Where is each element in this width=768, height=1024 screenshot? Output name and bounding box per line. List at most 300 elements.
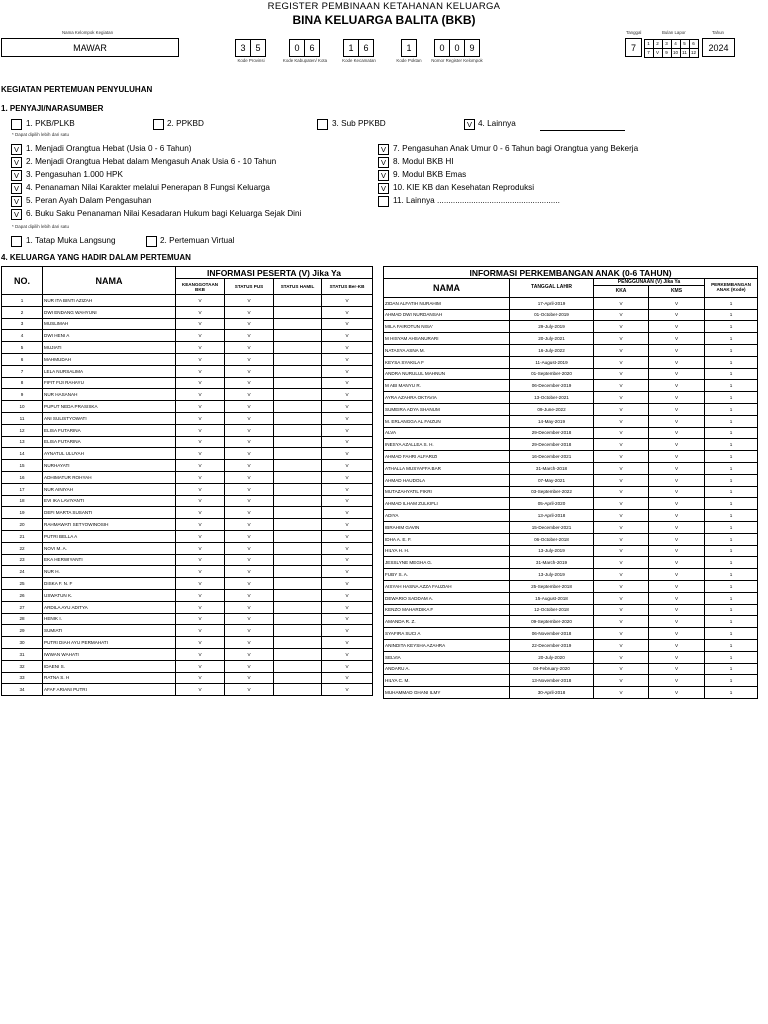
table-row (384, 439, 758, 451)
cell-kms: V (649, 580, 705, 592)
cell-kode: 1 (705, 628, 758, 640)
cell-no: 7 (2, 365, 43, 377)
cell-tgl: 29-December-2018 (510, 427, 594, 439)
cell-kms: V (649, 333, 705, 345)
cell-nama: RAHMAWATI SETYOWINOSIH (43, 519, 176, 531)
table-row (384, 486, 758, 498)
child-table (383, 266, 758, 699)
cell-k: V (176, 660, 225, 672)
code-digit[interactable]: 6 (358, 39, 374, 57)
metode-checkbox-2[interactable] (146, 236, 157, 247)
cell-b: V (322, 672, 373, 684)
cell-anak: SELVIA (384, 651, 510, 663)
month-cell[interactable]: 10 (671, 48, 681, 58)
table-row (2, 672, 373, 684)
cell-anak: INESYA AZALLEA S. H. (384, 439, 510, 451)
cell-kode: 1 (705, 663, 758, 675)
cell-no: 30 (2, 637, 43, 649)
cell-anak: IDHA A. E. F. (384, 533, 510, 545)
table-row (384, 663, 758, 675)
cell-nama: ANI SULISTYOWATI (43, 412, 176, 424)
month-cell[interactable]: 4 (671, 39, 681, 49)
cell-kka: V (594, 521, 649, 533)
cell-b: V (322, 601, 373, 613)
cell-b: V (322, 389, 373, 401)
cell-p: V (225, 342, 274, 354)
cell-h (274, 295, 322, 307)
cell-kode: 1 (705, 451, 758, 463)
cell-b: V (322, 625, 373, 637)
cell-h (274, 318, 322, 330)
month-cell[interactable]: 12 (689, 48, 699, 58)
table-row (2, 660, 373, 672)
cell-tgl: 30-April-2018 (510, 687, 594, 699)
cell-k: V (176, 353, 225, 365)
cell-b: V (322, 448, 373, 460)
cell-kka: V (594, 368, 649, 380)
penyaji-checkbox-4[interactable]: V (464, 119, 475, 130)
penyaji-checkbox-1[interactable] (11, 119, 22, 130)
materi-checkbox[interactable]: V (11, 144, 22, 155)
cell-h (274, 436, 322, 448)
cell-tgl: 16-December-2021 (510, 451, 594, 463)
cell-anak: KENZO MAHARDIKA F (384, 604, 510, 616)
cell-kms: V (649, 297, 705, 309)
cell-kms: V (649, 403, 705, 415)
cell-kms: V (649, 474, 705, 486)
penyaji-title: 1. PENYAJI/NARASUMBER (1, 104, 104, 113)
table-row (2, 519, 373, 531)
cell-b: V (322, 318, 373, 330)
cell-p: V (225, 306, 274, 318)
table-row (2, 401, 373, 413)
cell-kms: V (649, 439, 705, 451)
cell-tgl: 13-July-2019 (510, 545, 594, 557)
cell-kka: V (594, 545, 649, 557)
cell-kode: 1 (705, 651, 758, 663)
code-digit[interactable]: 1 (343, 39, 359, 57)
cell-k: V (176, 495, 225, 507)
cell-kka: V (594, 580, 649, 592)
cell-kka: V (594, 675, 649, 687)
month-cell[interactable]: 1 (644, 39, 654, 49)
code-digit[interactable]: 0 (449, 39, 465, 57)
cell-nama: NUR H. (43, 566, 176, 578)
code-digit[interactable]: 6 (304, 39, 320, 57)
cell-h (274, 684, 322, 696)
cell-k: V (176, 601, 225, 613)
cell-p: V (225, 365, 274, 377)
materi-checkbox[interactable]: V (378, 170, 389, 181)
cell-anak: KEYSA SYAKILA F (384, 356, 510, 368)
materi-label: 1. Menjadi Orangtua Hebat (Usia 0 - 6 Tahun) (26, 144, 192, 153)
materi-label: 4. Penanaman Nilai Karakter melalui Penerapan 8 Fungsi Keluarga (26, 183, 270, 192)
cell-tgl: 12-October-2018 (510, 604, 594, 616)
cell-tgl: 05-April-2020 (510, 498, 594, 510)
cell-p: V (225, 471, 274, 483)
materi-checkbox[interactable]: V (11, 209, 22, 220)
table-row (2, 342, 373, 354)
table-row (2, 365, 373, 377)
cell-kms: V (649, 687, 705, 699)
cell-tgl: 06-December-2019 (510, 380, 594, 392)
materi-label: 9. Modul BKB Emas (393, 170, 467, 179)
cell-kms: V (649, 533, 705, 545)
cell-no: 20 (2, 519, 43, 531)
materi-checkbox[interactable]: V (11, 183, 22, 194)
materi-label: 7. Pengasuhan Anak Umur 0 - 6 Tahun bagi Orangtua yang Bekerja (393, 144, 639, 153)
cell-b: V (322, 495, 373, 507)
penyaji-label-2: 2. PPKBD (167, 119, 204, 128)
cell-kode: 1 (705, 439, 758, 451)
cell-b: V (322, 483, 373, 495)
cell-kode: 1 (705, 592, 758, 604)
cell-no: 5 (2, 342, 43, 354)
cell-k: V (176, 365, 225, 377)
cell-tgl: 29-July-2019 (510, 321, 594, 333)
table-row (384, 580, 758, 592)
cell-nama: DISKA F. N. F (43, 578, 176, 590)
cell-k: V (176, 542, 225, 554)
table-row (384, 510, 758, 522)
cell-kode: 1 (705, 297, 758, 309)
cell-nama: AFAF ARIANI PUTRI (43, 684, 176, 696)
cell-p: V (225, 448, 274, 460)
cell-nama: PUTRI DIAH AYU PERMAHATI (43, 637, 176, 649)
cell-kms: V (649, 462, 705, 474)
table-row (2, 318, 373, 330)
cell-anak: MILA FAIROTUN NISA' (384, 321, 510, 333)
cell-nama: SUMIATI (43, 625, 176, 637)
cell-anak: IBRAHIM GAVIN (384, 521, 510, 533)
cell-b: V (322, 566, 373, 578)
cell-no: 23 (2, 554, 43, 566)
cell-nama: USWATUN K. (43, 589, 176, 601)
table-row (384, 675, 758, 687)
cell-kode: 1 (705, 675, 758, 687)
cell-anak: ALVA (384, 427, 510, 439)
cell-no: 24 (2, 566, 43, 578)
cell-tgl: 15-December-2021 (510, 521, 594, 533)
cell-kms: V (649, 521, 705, 533)
table-row (2, 613, 373, 625)
tahun-field[interactable]: 2024 (702, 38, 735, 57)
table-row (2, 424, 373, 436)
table-row (384, 380, 758, 392)
code-group-4 (401, 39, 417, 57)
cell-anak: FUBY S. A. (384, 569, 510, 581)
table-row (2, 353, 373, 365)
cell-anak: MUHAMMAD GHANI ILMY (384, 687, 510, 699)
cell-tgl: 15-August-2018 (510, 592, 594, 604)
cell-nama: NOVI M. A. (43, 542, 176, 554)
month-cell[interactable]: V (653, 48, 663, 58)
cell-nama: MAHMUDAH (43, 353, 176, 365)
form-title: BINA KELUARGA BALITA (BKB) (292, 13, 476, 27)
table-row (2, 566, 373, 578)
cell-kode: 1 (705, 521, 758, 533)
cell-nama: RATNA S. H (43, 672, 176, 684)
cell-kode: 1 (705, 474, 758, 486)
materi-checkbox[interactable]: V (11, 157, 22, 168)
cell-kms: V (649, 368, 705, 380)
cell-nama: HENIK I. (43, 613, 176, 625)
cell-anak: M. ERLANGGA AL FAIZUN (384, 415, 510, 427)
month-cell[interactable]: 9 (662, 48, 672, 58)
cell-k: V (176, 318, 225, 330)
month-cell[interactable]: 2 (653, 39, 663, 49)
cell-nama: PUTRI BELLA A (43, 530, 176, 542)
cell-h (274, 306, 322, 318)
table-row (384, 321, 758, 333)
cell-k: V (176, 412, 225, 424)
cell-kka: V (594, 687, 649, 699)
table-row (384, 533, 758, 545)
code-label-4: Kode Poktan (396, 58, 422, 63)
code-digit[interactable]: 3 (235, 39, 251, 57)
cell-h (274, 519, 322, 531)
month-cell[interactable]: 6 (689, 39, 699, 49)
cell-kka: V (594, 333, 649, 345)
materi-label: 10. KIE KB dan Kesehatan Reproduksi (393, 183, 535, 192)
cell-no: 3 (2, 318, 43, 330)
cell-p: V (225, 507, 274, 519)
cell-nama: NURHAYATI (43, 460, 176, 472)
cell-kka: V (594, 392, 649, 404)
cell-nama: IWWAN WAHATI (43, 648, 176, 660)
cell-p: V (225, 377, 274, 389)
cell-kms: V (649, 344, 705, 356)
month-cell[interactable]: 7 (644, 48, 654, 58)
cell-p: V (225, 460, 274, 472)
cell-b: V (322, 460, 373, 472)
materi-checkbox[interactable]: V (378, 183, 389, 194)
col-kms: KMS (649, 286, 705, 298)
cell-anak: ANDRA NURULUL MAHNUN (384, 368, 510, 380)
cell-h (274, 672, 322, 684)
month-cell[interactable]: 5 (680, 39, 690, 49)
table-row (384, 545, 758, 557)
cell-anak: SYAFIRA SUCI A (384, 628, 510, 640)
cell-kode: 1 (705, 403, 758, 415)
table-row (2, 648, 373, 660)
cell-tgl: 31-March-2018 (510, 462, 594, 474)
cell-k: V (176, 589, 225, 601)
cell-k: V (176, 401, 225, 413)
cell-kms: V (649, 392, 705, 404)
cell-anak: ATHALLA MUSYAFFA BAR (384, 462, 510, 474)
cell-p: V (225, 412, 274, 424)
code-label-5: Nomor Register Kelompok (431, 58, 483, 63)
lainnya-line[interactable] (540, 130, 625, 131)
table-row (384, 604, 758, 616)
cell-kka: V (594, 403, 649, 415)
cell-no: 2 (2, 306, 43, 318)
materi-checkbox[interactable]: V (11, 196, 22, 207)
code-digit[interactable]: 0 (289, 39, 305, 57)
code-digit[interactable]: 5 (250, 39, 266, 57)
cell-h (274, 530, 322, 542)
cell-h (274, 648, 322, 660)
cell-anak: AHMAD FAHRI ALFARIZI (384, 451, 510, 463)
table-row (2, 530, 373, 542)
cell-k: V (176, 295, 225, 307)
cell-kms: V (649, 592, 705, 604)
code-digit[interactable]: 1 (401, 39, 417, 57)
cell-no: 26 (2, 589, 43, 601)
cell-nama: DEFI MARTA SUSANTI (43, 507, 176, 519)
cell-kode: 1 (705, 557, 758, 569)
code-group-1 (235, 39, 266, 57)
cell-kka: V (594, 592, 649, 604)
cell-h (274, 566, 322, 578)
cell-kms: V (649, 415, 705, 427)
cell-kms: V (649, 651, 705, 663)
cell-kms: V (649, 557, 705, 569)
cell-kka: V (594, 415, 649, 427)
cell-no: 22 (2, 542, 43, 554)
cell-nama: NUR HASANAH (43, 389, 176, 401)
cell-tgl: 20-July-2021 (510, 333, 594, 345)
table-row (384, 639, 758, 651)
materi-label: 6. Buku Saku Penanaman Nilai Kesadaran Hukum bagi Keluarga Sejak Dini (26, 209, 302, 218)
materi-checkbox[interactable]: V (378, 144, 389, 155)
metode-checkbox-1[interactable] (11, 236, 22, 247)
cell-no: 15 (2, 460, 43, 472)
penyaji-checkbox-2[interactable] (153, 119, 164, 130)
cell-kka: V (594, 663, 649, 675)
cell-kka: V (594, 628, 649, 640)
cell-nama: PUPUT NEDA PRASISKA (43, 401, 176, 413)
cell-nama: AYNATUL ULUYAH (43, 448, 176, 460)
cell-h (274, 507, 322, 519)
code-digit[interactable]: 0 (434, 39, 450, 57)
cell-kms: V (649, 486, 705, 498)
cell-h (274, 637, 322, 649)
col-hamil: STATUS HAMIL (274, 279, 322, 295)
table-row (2, 306, 373, 318)
cell-no: 21 (2, 530, 43, 542)
cell-anak: HILYA C. M. (384, 675, 510, 687)
materi-label: 5. Peran Ayah Dalam Pengasuhan (26, 196, 152, 205)
cell-k: V (176, 377, 225, 389)
cell-h (274, 625, 322, 637)
cell-k: V (176, 483, 225, 495)
table-row (384, 592, 758, 604)
table-row (2, 448, 373, 460)
code-label-2: Kode Kabupaten/ Kota (282, 58, 328, 63)
cell-k: V (176, 637, 225, 649)
participant-table (1, 266, 373, 696)
cell-no: 16 (2, 471, 43, 483)
cell-b: V (322, 377, 373, 389)
table-row (2, 601, 373, 613)
tanggal-field[interactable]: 7 (625, 38, 642, 57)
cell-anak: SUMEIRA ADYA SHANUM (384, 403, 510, 415)
cell-b: V (322, 424, 373, 436)
cell-no: 13 (2, 436, 43, 448)
cell-b: V (322, 306, 373, 318)
code-digit[interactable]: 9 (464, 39, 480, 57)
cell-no: 11 (2, 412, 43, 424)
cell-no: 8 (2, 377, 43, 389)
cell-p: V (225, 625, 274, 637)
materi-label: 3. Pengasuhan 1.000 HPK (26, 170, 123, 179)
cell-nama: MUJIATI (43, 342, 176, 354)
cell-k: V (176, 460, 225, 472)
cell-no: 12 (2, 424, 43, 436)
cell-kode: 1 (705, 344, 758, 356)
materi-label: 11. Lainnya ...................................................... (393, 196, 560, 205)
cell-kode: 1 (705, 545, 758, 557)
cell-kka: V (594, 557, 649, 569)
cell-b: V (322, 295, 373, 307)
table-row (2, 330, 373, 342)
materi-checkbox[interactable]: V (378, 157, 389, 168)
form-header-line1: REGISTER PEMBINAAN KETAHANAN KELUARGA (267, 1, 501, 12)
cell-kode: 1 (705, 604, 758, 616)
month-cell[interactable]: 11 (680, 48, 690, 58)
cell-k: V (176, 389, 225, 401)
cell-k: V (176, 625, 225, 637)
col-info-peserta: INFORMASI PESERTA (V) Jika Ya (176, 267, 373, 279)
cell-kode: 1 (705, 380, 758, 392)
cell-tgl: 09-September-2020 (510, 616, 594, 628)
cell-p: V (225, 330, 274, 342)
cell-p: V (225, 483, 274, 495)
table-row (384, 451, 758, 463)
cell-h (274, 554, 322, 566)
cell-anak: ADIYA (384, 510, 510, 522)
cell-k: V (176, 613, 225, 625)
cell-h (274, 495, 322, 507)
cell-h (274, 542, 322, 554)
code-label-3: Kode Kecamatan (342, 58, 376, 63)
cell-kms: V (649, 569, 705, 581)
cell-b: V (322, 660, 373, 672)
bulan-grid[interactable] (644, 39, 698, 57)
cell-tgl: 06-October-2018 (510, 533, 594, 545)
cell-kode: 1 (705, 687, 758, 699)
materi-checkbox[interactable]: V (11, 170, 22, 181)
materi-label: 8. Modul BKB HI (393, 157, 454, 166)
materi-note: * Dapat dipilih lebih dari satu (12, 224, 70, 229)
cell-h (274, 412, 322, 424)
materi-checkbox[interactable] (378, 196, 389, 207)
cell-tgl: 13-October-2021 (510, 392, 594, 404)
cell-anak: MUTAZAHYATIL FIKRI (384, 486, 510, 498)
cell-kode: 1 (705, 427, 758, 439)
cell-anak: DEWARIO SADDAM A. (384, 592, 510, 604)
month-cell[interactable]: 3 (662, 39, 672, 49)
cell-anak: AISYAH HASNA AZZA FAUZIAH (384, 580, 510, 592)
cell-kms: V (649, 510, 705, 522)
table-row (2, 295, 373, 307)
cell-b: V (322, 365, 373, 377)
penyaji-checkbox-3[interactable] (317, 119, 328, 130)
cell-kms: V (649, 498, 705, 510)
cell-k: V (176, 648, 225, 660)
cell-kode: 1 (705, 356, 758, 368)
cell-kms: V (649, 616, 705, 628)
cell-k: V (176, 519, 225, 531)
cell-kms: V (649, 451, 705, 463)
code-group-3 (343, 39, 374, 57)
cell-kode: 1 (705, 333, 758, 345)
cell-anak: JESSLYNE MEGHA G. (384, 557, 510, 569)
materi-label: 2. Menjadi Orangtua Hebat dalam Mengasuh Anak Usia 6 - 10 Tahun (26, 157, 277, 166)
group-name-field[interactable]: MAWAR (1, 38, 179, 57)
